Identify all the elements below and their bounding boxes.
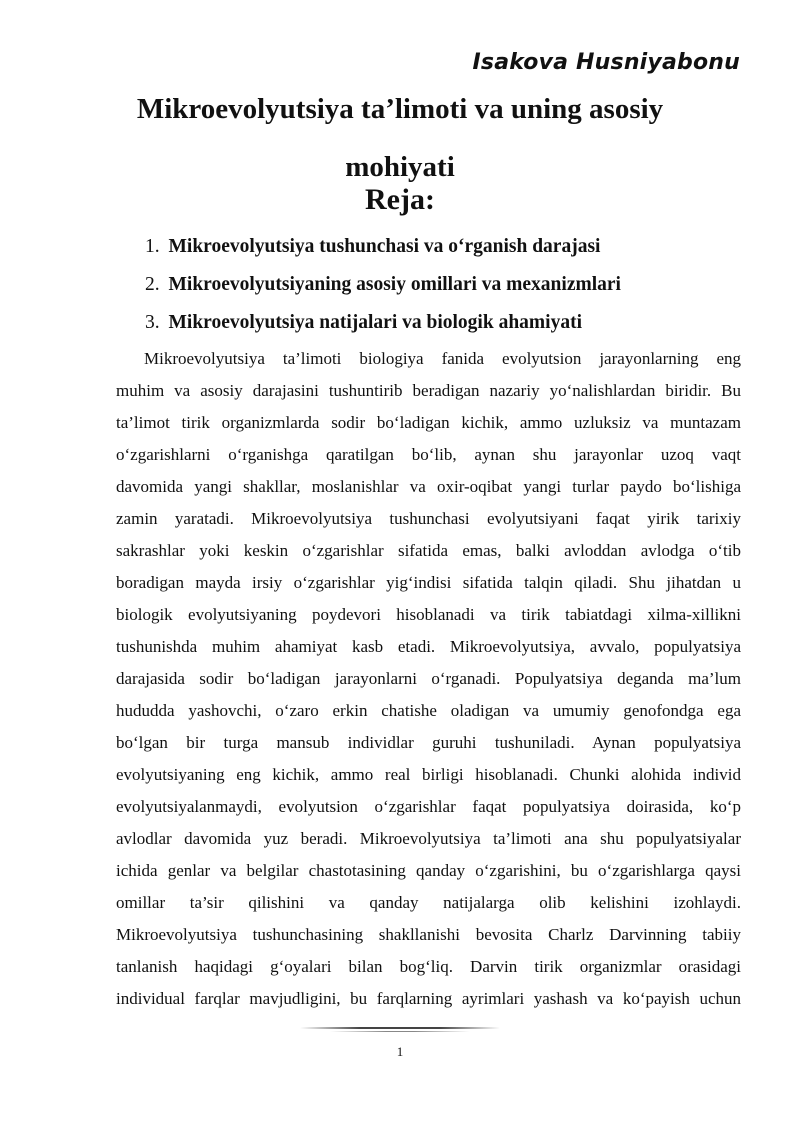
body-line: tanlanish haqidagi g‘oyalari bilan bog‘liq. Darvin tirik organizmlar orasidagi bbox=[116, 957, 741, 976]
body-line: evolyutsiyalanmaydi, evolyutsion o‘zgarishlar faqat populyatsiya doirasida, ko‘p bbox=[116, 797, 741, 816]
document-title: Mikroevolyutsiya ta’limoti va uning asosiy mohiyati bbox=[136, 93, 664, 183]
body-line: ichida genlar va belgilar chastotasining qanday o‘zgarishini, bu o‘zgarishlarga qaysi bbox=[116, 861, 741, 880]
body-line: Mikroevolyutsiya tushunchasining shakllanishi bevosita Charlz Darvinning tabiiy bbox=[116, 925, 741, 944]
body-line: omillar ta’sir qilishini va qanday natijalarga olib kelishini izohlaydi. bbox=[116, 893, 741, 912]
body-line: davomida yangi shakllar, moslanishlar va oxir-oqibat yangi turlar paydo bo‘lishiga bbox=[116, 477, 741, 496]
body-line: evolyutsiyaning eng kichik, ammo real birligi hisoblanadi. Chunki alohida individ bbox=[116, 765, 741, 784]
body-line: o‘zgarishlarni o‘rganishga qaratilgan bo‘lib, aynan shu jarayonlar uzoq vaqt bbox=[116, 445, 741, 464]
plan-item-number: 3. bbox=[145, 312, 160, 333]
plan-item-text: Mikroevolyutsiya natijalari va biologik ahamiyati bbox=[168, 312, 582, 333]
body-line: darajasida sodir bo‘ladigan jarayonlarni o‘rganadi. Populyatsiya deganda ma’lum bbox=[116, 669, 741, 688]
plan-item bbox=[145, 270, 621, 308]
body-line: zamin yaratadi. Mikroevolyutsiya tushunchasi evolyutsiyani faqat yirik tarixiy bbox=[116, 509, 741, 528]
body-line: individual farqlar mavjudligini, bu farqlarning ayrimlari yashash va ko‘payish uchun bbox=[116, 989, 741, 1008]
plan-list bbox=[145, 232, 621, 346]
footer-divider bbox=[300, 1027, 500, 1029]
plan-item-text: Mikroevolyutsiya tushunchasi va o‘rganish darajasi bbox=[168, 236, 601, 257]
body-line: avlodlar davomida yuz beradi. Mikroevolyutsiya ta’limoti ana shu populyatsiyalar bbox=[116, 829, 741, 848]
body-line: muhim va asosiy darajasini tushuntirib beradigan nazariy yo‘nalishlardan biridir. Bu bbox=[116, 381, 741, 400]
footer-divider-accent bbox=[330, 1031, 470, 1032]
author-name: Isakova Husniyabonu bbox=[472, 50, 740, 75]
body-line: ta’limot tirik organizmlarda sodir bo‘ladigan kichik, ammo uzluksiz va muntazam bbox=[116, 413, 741, 432]
body-line: hududda yashovchi, o‘zaro erkin chatishe oladigan va umumiy genofondga ega bbox=[116, 701, 741, 720]
body-line: sakrashlar yoki keskin o‘zgarishlar sifatida emas, balki avloddan avlodga o‘tib bbox=[116, 541, 741, 560]
plan-item-number: 1. bbox=[145, 236, 160, 257]
body-line: bo‘lgan bir turga mansub individlar guruhi tushuniladi. Aynan populyatsiya bbox=[116, 733, 741, 752]
plan-item bbox=[145, 308, 621, 346]
plan-item bbox=[145, 232, 621, 270]
body-paragraph bbox=[116, 343, 741, 1015]
plan-item-number: 2. bbox=[145, 274, 160, 295]
plan-heading: Reja: bbox=[365, 183, 435, 216]
body-line: boradigan mayda irsiy o‘zgarishlar yig‘indisi sifatida talqin qiladi. Shu jihatdan u bbox=[116, 573, 741, 592]
page-number: 1 bbox=[396, 1044, 404, 1059]
plan-item-text: Mikroevolyutsiyaning asosiy omillari va mexanizmlari bbox=[168, 274, 621, 295]
body-line: Mikroevolyutsiya ta’limoti biologiya fanida evolyutsion jarayonlarning eng bbox=[144, 349, 741, 368]
body-line: tushunishda muhim ahamiyat kasb etadi. Mikroevolyutsiya, avvalo, populyatsiya bbox=[116, 637, 741, 656]
body-line: biologik evolyutsiyaning poydevori hisoblanadi va tirik tabiatdagi xilma-xillikni bbox=[116, 605, 741, 624]
